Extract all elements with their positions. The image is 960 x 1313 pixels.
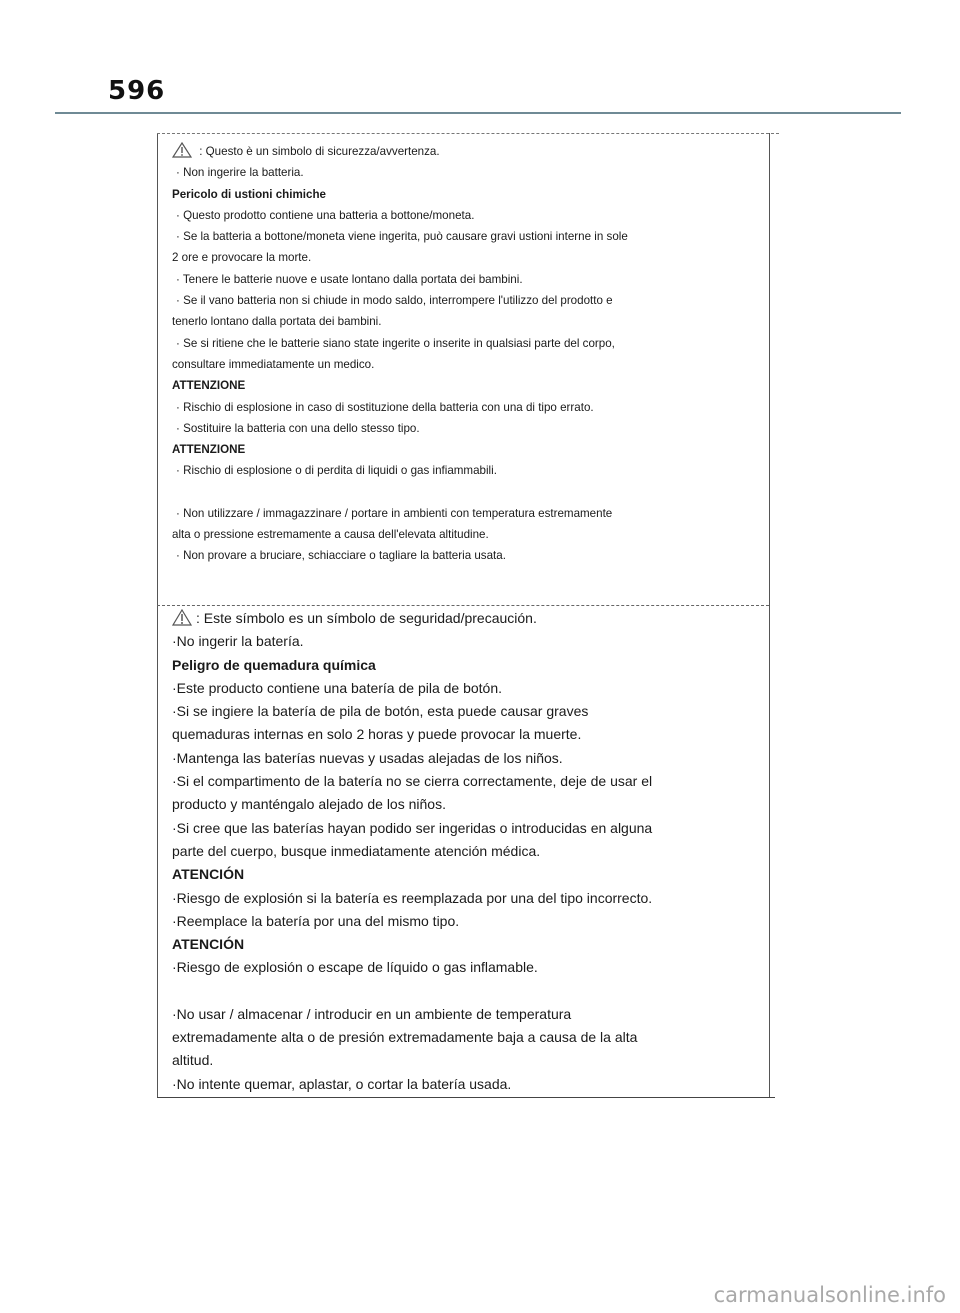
text-line: · Se si ritiene che le batterie siano state ingerite o inserite in qualsiasi parte del corpo,: [176, 336, 615, 350]
text-line: ·Mantenga las baterías nuevas y usadas alejadas de los niños.: [172, 749, 563, 766]
spanish-symbol-caption: : Este símbolo es un símbolo de seguridad/precaución.: [196, 610, 537, 626]
section-heading: Pericolo di ustioni chimiche: [172, 187, 326, 201]
footer-watermark: carmanualsonline.info: [713, 1283, 946, 1307]
text-line: quemaduras internas en solo 2 horas y puede provocar la muerte.: [172, 726, 582, 743]
text-line: ·No ingerir la batería.: [172, 633, 304, 650]
text-line: ·No intente quemar, aplastar, o cortar la batería usada.: [172, 1075, 512, 1092]
text-line: 2 ore e provocare la morte.: [172, 251, 312, 265]
text-line: ·Este producto contiene una batería de pila de botón.: [172, 679, 503, 696]
text-line: · Se la batteria a bottone/moneta viene ingerita, può causare gravi ustioni interne in sole: [176, 230, 628, 244]
text-line: parte del cuerpo, busque inmediatamente atención médica.: [172, 842, 541, 859]
text-line: producto y manténgalo alejado de los niños.: [172, 796, 446, 813]
text-line: ·Reemplace la batería por una del mismo tipo.: [172, 912, 460, 929]
text-line: tenerlo lontano dalla portata dei bambini.: [172, 315, 382, 329]
text-line: · Rischio di esplosione in caso di sostituzione della batteria con una di tipo errato.: [176, 400, 594, 414]
text-line: ·Si se ingiere la batería de pila de botón, esta puede causar graves: [172, 703, 589, 720]
header-rule: [55, 112, 901, 114]
section-heading: ATTENZIONE: [172, 443, 246, 457]
warning-box-bottom-border: [157, 1097, 775, 1098]
text-line: altitud.: [172, 1052, 214, 1069]
warning-box-top-border: [157, 133, 779, 134]
text-line: · Se il vano batteria non si chiude in modo saldo, interrompere l'utilizzo del prodotto e: [176, 294, 613, 308]
spanish-symbol-line: [172, 607, 762, 630]
italian-symbol-line: [172, 141, 762, 162]
text-line: ·Riesgo de explosión o escape de líquido o gas inflamable.: [172, 959, 538, 976]
italian-warning-section: [172, 141, 762, 567]
section-heading: ATENCIÓN: [172, 866, 245, 883]
section-heading: ATENCIÓN: [172, 936, 245, 953]
page-number: 596: [108, 76, 166, 106]
text-line: · Non utilizzare / immagazzinare / portare in ambienti con temperatura estremamente: [176, 506, 613, 520]
spacer: [172, 980, 762, 1003]
text-line: consultare immediatamente un medico.: [172, 357, 375, 371]
text-line: ·Si cree que las baterías hayan podido ser ingeridas o introducidas en alguna: [172, 819, 653, 836]
text-line: ·Si el compartimento de la batería no se cierra correctamente, deje de usar el: [172, 773, 653, 790]
spanish-warning-section: [172, 607, 762, 1096]
warning-triangle-icon: [172, 609, 192, 626]
section-heading: Peligro de quemadura química: [172, 656, 376, 673]
text-line: ·Riesgo de explosión si la batería es reemplazada por una del tipo incorrecto.: [172, 889, 653, 906]
warning-triangle-icon: [172, 142, 192, 158]
spacer: [172, 482, 762, 503]
section-divider: [157, 605, 769, 606]
text-line: ·No usar / almacenar / introducir en un ambiente de temperatura: [172, 1005, 572, 1022]
text-line: alta o pressione estremamente a causa dell'elevata altitudine.: [172, 528, 489, 542]
italian-symbol-caption: : Questo è un simbolo di sicurezza/avvertenza.: [196, 145, 440, 158]
text-line: · Tenere le batterie nuove e usate lontano dalla portata dei bambini.: [176, 272, 523, 286]
text-line: · Rischio di esplosione o di perdita di liquidi o gas infiammabili.: [176, 464, 497, 478]
text-line: extremadamente alta o de presión extremadamente baja a causa de la alta: [172, 1029, 638, 1046]
section-heading: ATTENZIONE: [172, 379, 246, 393]
text-line: · Questo prodotto contiene una batteria a bottone/moneta.: [176, 208, 475, 222]
text-line: · Non ingerire la batteria.: [176, 166, 304, 180]
text-line: · Non provare a bruciare, schiacciare o tagliare la batteria usata.: [176, 549, 506, 563]
text-line: · Sostituire la batteria con una dello stesso tipo.: [176, 421, 420, 435]
